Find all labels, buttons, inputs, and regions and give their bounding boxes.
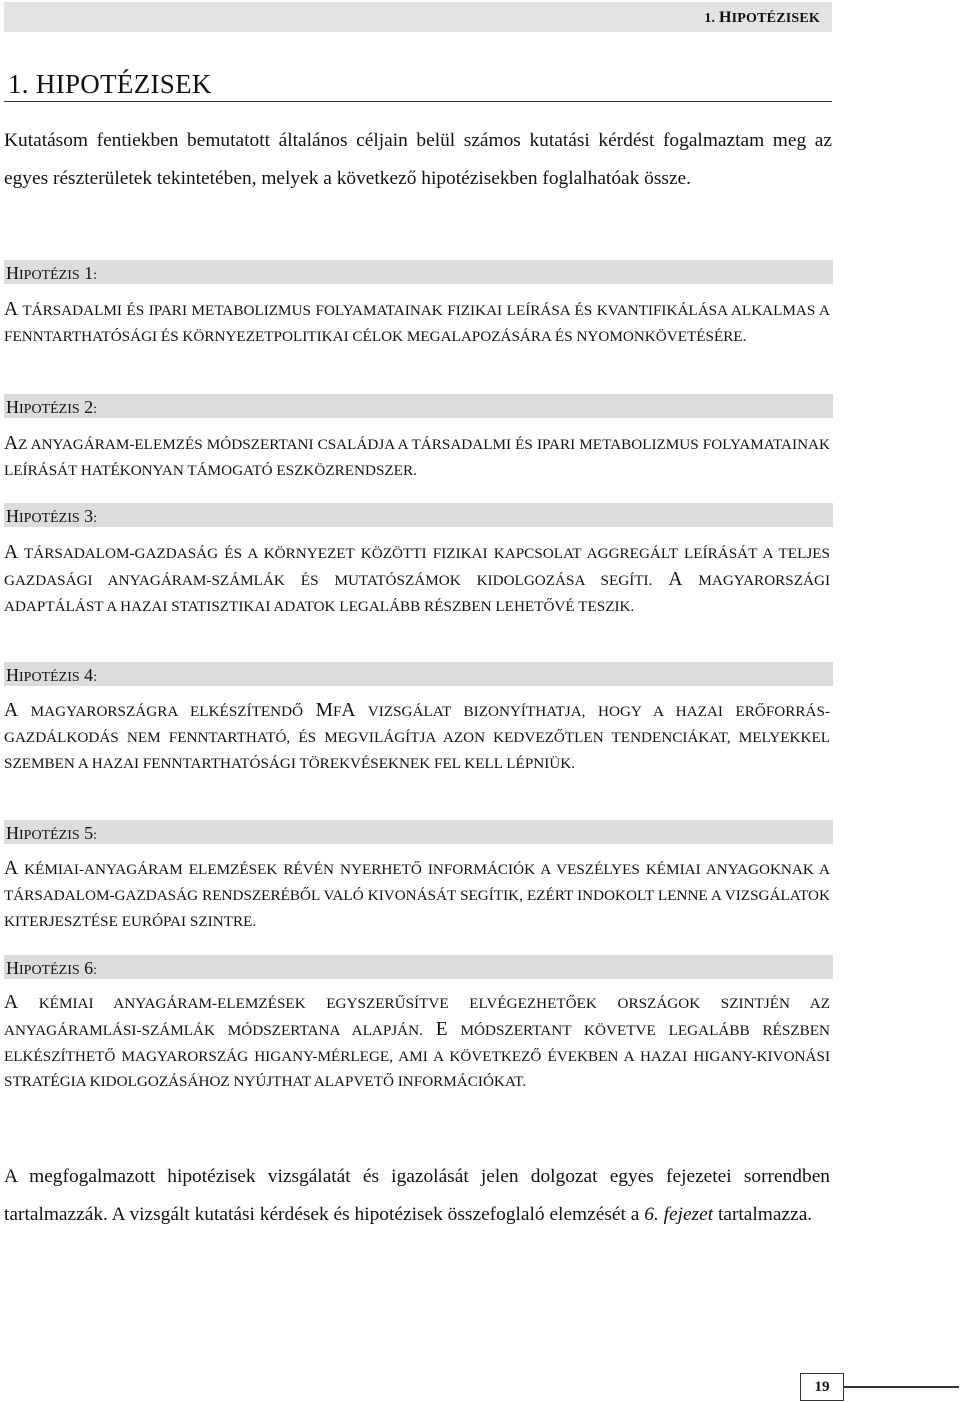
running-header-title: 1. HIPOTÉZISEK [704, 9, 820, 26]
hypothesis-3-heading: HIPOTÉZIS 3: [4, 503, 833, 527]
hypothesis-5-body: A KÉMIAI-ANYAGÁRAM ELEMZÉSEK RÉVÉN NYERHETŐ INFORMÁCIÓK A VESZÉLYES KÉMIAI ANYAGOKNAK A TÁRSADALOM-GAZDASÁG RENDSZERÉBŐL VALÓ KIVONÁSÁT SEGÍTIK, EZÉRT INDOKOLT LENNE A VIZSGÁLATOK KITERJESZTÉSE EURÓPAI SZINTRE. [4, 858, 830, 930]
running-header [4, 2, 832, 32]
page-number: 19 [800, 1373, 844, 1401]
chapter-title: 1. HIPOTÉZISEK [4, 62, 832, 102]
hypothesis-1-body: A TÁRSADALMI ÉS IPARI METABOLIZMUS FOLYAMATAINAK FIZIKAI LEÍRÁSA ÉS KVANTIFIKÁLÁSA ALKALMAS A FENNTARTHATÓSÁGI ÉS KÖRNYEZETPOLITIKAI CÉLOK MEGALAPOZÁSÁRA ÉS NYOMONKÖVETÉSÉRE. [4, 299, 830, 345]
hypothesis-5-heading: HIPOTÉZIS 5: [4, 820, 833, 844]
hypothesis-4-heading: HIPOTÉZIS 4: [4, 662, 833, 686]
chapter-reference: 6. fejezet [644, 1203, 714, 1225]
hypothesis-1-heading: HIPOTÉZIS 1: [4, 260, 833, 284]
closing-text-start: A megfogalmazott hipotézisek vizsgálatát és igazolását jelen dolgozat egyes fejezetei sorrendben tartalmazzák. A vizsgált kutatási kérdések és hipotézisek összefoglaló elemzését a [4, 1166, 830, 1225]
closing-paragraph [4, 1158, 830, 1234]
hypothesis-2-body: AZ ANYAGÁRAM-ELEMZÉS MÓDSZERTANI CSALÁDJA A TÁRSADALMI ÉS IPARI METABOLIZMUS FOLYAMATAINAK LEÍRÁSÁT HATÉKONYAN TÁMOGATÓ ESZKÖZRENDSZER. [4, 433, 830, 479]
intro-paragraph: Kutatásom fentiekben bemutatott általános céljain belül számos kutatási kérdést fogalmaztam meg az egyes részterületek tekintetében, melyek a következő hipotézisekben foglalhatóak össze. [4, 130, 832, 189]
hypothesis-6-body: A KÉMIAI ANYAGÁRAM-ELEMZÉSEK EGYSZERŰSÍTVE ELVÉGEZHETŐEK ORSZÁGOK SZINTJÉN AZ ANYAGÁRAMLÁSI-SZÁMLÁK MÓDSZERTANA ALAPJÁN. E MÓDSZERTANT KÖVETVE LEGALÁBB RÉSZBEN ELKÉSZÍTHETŐ MAGYARORSZÁG HIGANY-MÉRLEGE, AMI A KÖVETKEZŐ ÉVEKBEN A HAZAI HIGANY-KIVONÁSI STRATÉGIA KIDOLGOZÁSÁHOZ NYÚJTHAT ALAPVETŐ INFORMÁCIÓKAT. [4, 992, 830, 1091]
hypothesis-4-body: A MAGYARORSZÁGRA ELKÉSZÍTENDŐ MFA VIZSGÁLAT BIZONYÍTHATJA, HOGY A HAZAI ERŐFORRÁS-GAZDÁLKODÁS NEM FENNTARTHATÓ, ÉS MEGVILÁGÍTJA AZON KEDVEZŐTLEN TENDENCIÁKAT, MELYEKKEL SZEMBEN A HAZAI FENNTARTHATÓSÁGI TÖREKVÉSEKNEK FEL KELL LÉPNIÜK. [4, 700, 830, 772]
footer-rule [844, 1386, 959, 1388]
hypothesis-3-body: A TÁRSADALOM-GAZDASÁG ÉS A KÖRNYEZET KÖZÖTTI FIZIKAI KAPCSOLAT AGGREGÁLT LEÍRÁSÁT A TELJES GAZDASÁGI ANYAGÁRAM-SZÁMLÁK ÉS MUTATÓSZÁMOK KIDOLGOZÁSA SEGÍTI. A MAGYARORSZÁGI ADAPTÁLÁST A HAZAI STATISZTIKAI ADATOK LEGALÁBB RÉSZBEN LEHETŐVÉ TESZIK. [4, 542, 831, 615]
closing-text-end: tartalmazza. [713, 1203, 813, 1225]
hypothesis-6-heading: HIPOTÉZIS 6: [4, 955, 833, 979]
hypothesis-2-heading: HIPOTÉZIS 2: [4, 394, 833, 418]
